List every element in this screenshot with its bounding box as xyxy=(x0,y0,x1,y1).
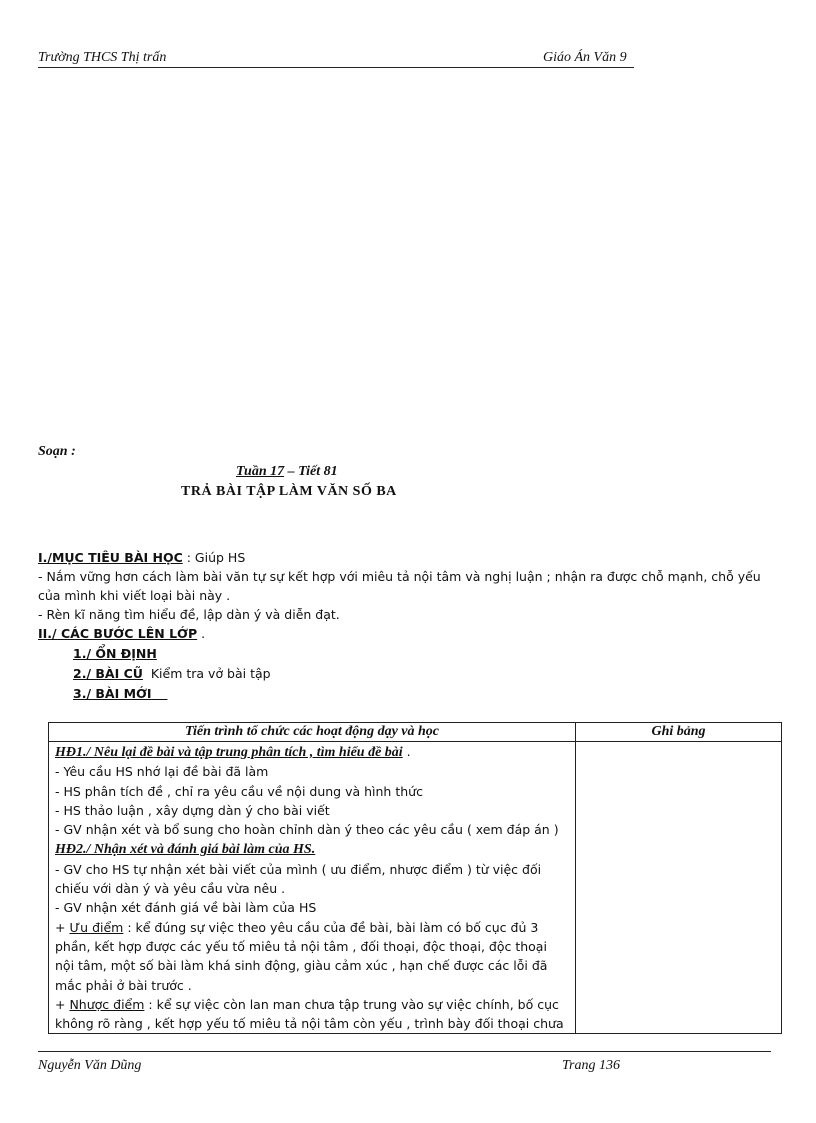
week-label: Tuần 17 xyxy=(236,464,285,479)
section2-suffix: . xyxy=(197,626,206,641)
hd1-line: HĐ1./ Nêu lại đề bài và tập trung phân tích , tìm hiểu đề bài . xyxy=(55,744,411,760)
lesson-table xyxy=(48,722,782,1034)
soan-label: Soạn : xyxy=(38,444,76,459)
hd2-heading: HĐ2./ Nhận xét và đánh giá bài làm của HS. xyxy=(55,842,316,858)
step-2-text: Kiểm tra vở bài tập xyxy=(150,666,271,681)
list-item: - Yêu cầu HS nhớ lại đề bài đã làm xyxy=(55,764,269,780)
page-header xyxy=(38,50,634,68)
list-item: - HS phân tích đề , chỉ ra yêu cầu về nội dung và hình thức xyxy=(55,783,423,799)
strengths-line: + Ưu điểm : kể đúng sự việc theo yêu cầu của đề bài, bài làm có bố cục đủ 3 xyxy=(55,919,539,935)
footer-page-number: Trang 136 xyxy=(562,1058,620,1073)
section1-heading: I./MỤC TIÊU BÀI HỌC xyxy=(38,550,183,565)
list-item: - GV nhận xét và bổ sung cho hoàn chỉnh dàn ý theo các yêu cầu ( xem đáp án ) xyxy=(55,822,559,838)
col-activities-header: Tiến trình tổ chức các hoạt động dạy và học xyxy=(49,723,576,742)
document-title: Giáo Án Văn 9 xyxy=(543,50,627,65)
section1-suffix: : Giúp HS xyxy=(182,550,246,565)
list-item: chiếu với dàn ý và yêu cầu vừa nêu . xyxy=(55,881,286,897)
step-2: 2./ BÀI CŨ Kiểm tra vở bài tập xyxy=(73,666,271,681)
list-item: phần, kết hợp được các yếu tố miêu tả nội tâm , đối thoại, độc thoại, độc thoại xyxy=(55,938,547,954)
table-header-row xyxy=(49,723,782,742)
step-3: 3./ BÀI MỚI xyxy=(73,686,152,701)
hd1-heading: HĐ1./ Nêu lại đề bài và tập trung phân tích , tìm hiểu đề bài xyxy=(55,745,403,760)
list-item: - GV nhận xét đánh giá về bài làm của HS xyxy=(55,900,317,916)
weaknesses-label: Nhược điểm xyxy=(69,996,145,1012)
section2-heading: II./ CÁC BƯỚC LÊN LỚP xyxy=(38,626,198,641)
list-item: - GV cho HS tự nhận xét bài viết của mình ( ưu điểm, nhược điểm ) từ việc đối xyxy=(55,861,542,877)
table-row xyxy=(49,742,782,1034)
list-item: - HS thảo luận , xây dựng dàn ý cho bài viết xyxy=(55,802,330,818)
period-label: – Tiết 81 xyxy=(284,464,338,479)
col-notes-header: Ghi bảng xyxy=(576,723,782,742)
lesson-week xyxy=(236,464,338,480)
section1-heading-line xyxy=(38,550,245,565)
objective-line-3: - Rèn kĩ năng tìm hiểu đề, lập dàn ý và diễn đạt. xyxy=(38,607,340,622)
footer-author: Nguyễn Văn Dũng xyxy=(38,1058,142,1073)
activities-cell xyxy=(49,742,576,1034)
strengths-label: Ưu điểm xyxy=(69,919,124,935)
footer-divider xyxy=(38,1051,771,1052)
objective-line-2: của mình khi viết loại bài này . xyxy=(38,588,231,603)
section2-heading-line xyxy=(38,626,205,641)
school-name: Trường THCS Thị trấn xyxy=(38,50,167,65)
list-item: mắc phải ở bài trước . xyxy=(55,977,192,993)
list-item: nội tâm, một số bài làm khá sinh động, giàu cảm xúc , hạn chế được các lỗi đã xyxy=(55,958,548,974)
weaknesses-line: + Nhược điểm : kể sự việc còn lan man chưa tập trung vào sự việc chính, bố cục xyxy=(55,996,559,1012)
step-1: 1./ ỔN ĐỊNH xyxy=(73,646,157,661)
notes-cell xyxy=(576,742,782,1034)
objective-line-1: - Nắm vững hơn cách làm bài văn tự sự kết hợp với miêu tả nội tâm và nghị luận ; nhận ra được chỗ mạnh, chỗ yếu xyxy=(38,569,761,584)
lesson-title: TRẢ BÀI TẬP LÀM VĂN SỐ BA xyxy=(181,484,397,499)
hd2-line xyxy=(55,839,569,859)
list-item: không rõ ràng , kết hợp yếu tố miêu tả nội tâm còn yếu , trình bày đối thoại chưa xyxy=(55,1016,564,1032)
